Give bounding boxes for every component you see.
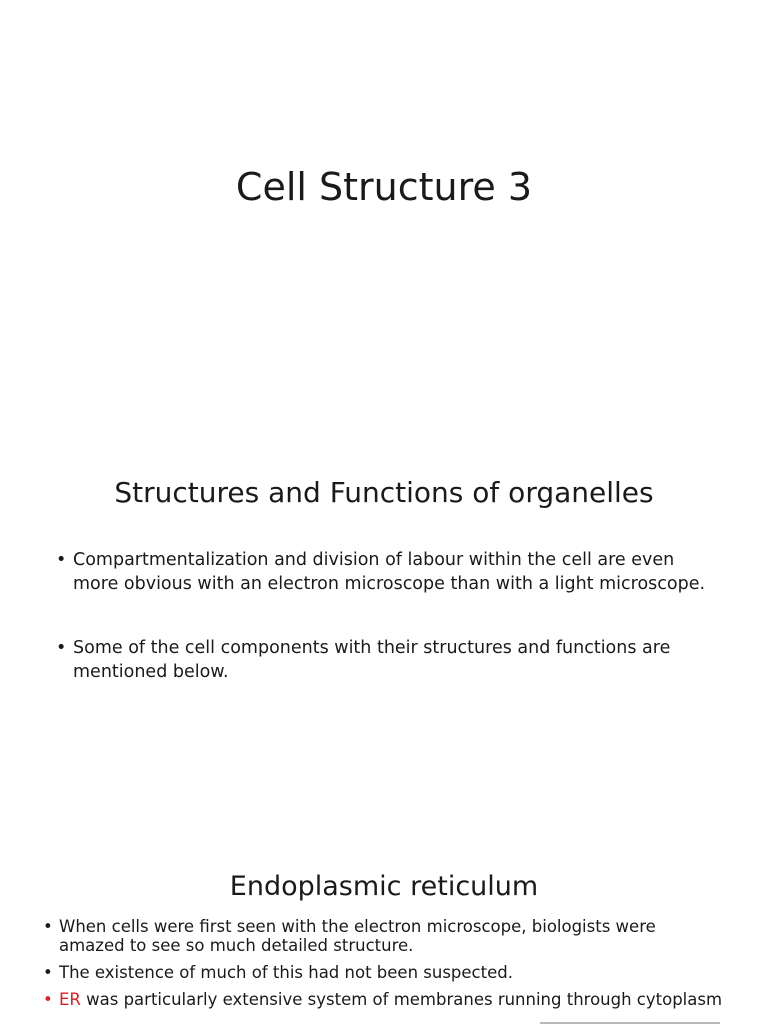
bullet-icon: • (43, 917, 53, 936)
bullet-text: was particularly extensive system of membranes running through cytoplasm (80, 990, 723, 1009)
list-item (43, 917, 723, 955)
bullet-text: Compartmentalization and division of labour within the cell are even more obvious with an electron microscope than with a light microscope. (73, 550, 706, 594)
bullet-icon: • (43, 963, 53, 982)
er-slide-heading: Endoplasmic reticulum (229, 871, 539, 902)
organelles-slide (0, 432, 768, 864)
list-item (43, 990, 723, 1009)
er-highlight-term: ER (59, 990, 81, 1009)
title-slide-heading: Cell Structure 3 (235, 165, 533, 209)
bullet-text: The existence of much of this had not been suspected. (59, 963, 513, 982)
er-bullet-list (43, 917, 723, 1017)
er-slide (0, 864, 768, 1024)
list-item (56, 636, 706, 684)
bullet-text: Some of the cell components with their structures and functions are mentioned below. (73, 638, 671, 682)
list-item (43, 963, 723, 982)
organelles-slide-heading: Structures and Functions of organelles (114, 476, 654, 509)
list-item (56, 548, 706, 596)
bullet-icon: • (43, 990, 53, 1009)
title-slide (0, 0, 768, 432)
bullet-icon: • (56, 550, 67, 570)
bullet-text: When cells were first seen with the electron microscope, biologists were amazed to see so much detailed structure. (59, 917, 656, 955)
organelles-bullet-list (56, 548, 706, 724)
bullet-icon: • (56, 638, 67, 658)
